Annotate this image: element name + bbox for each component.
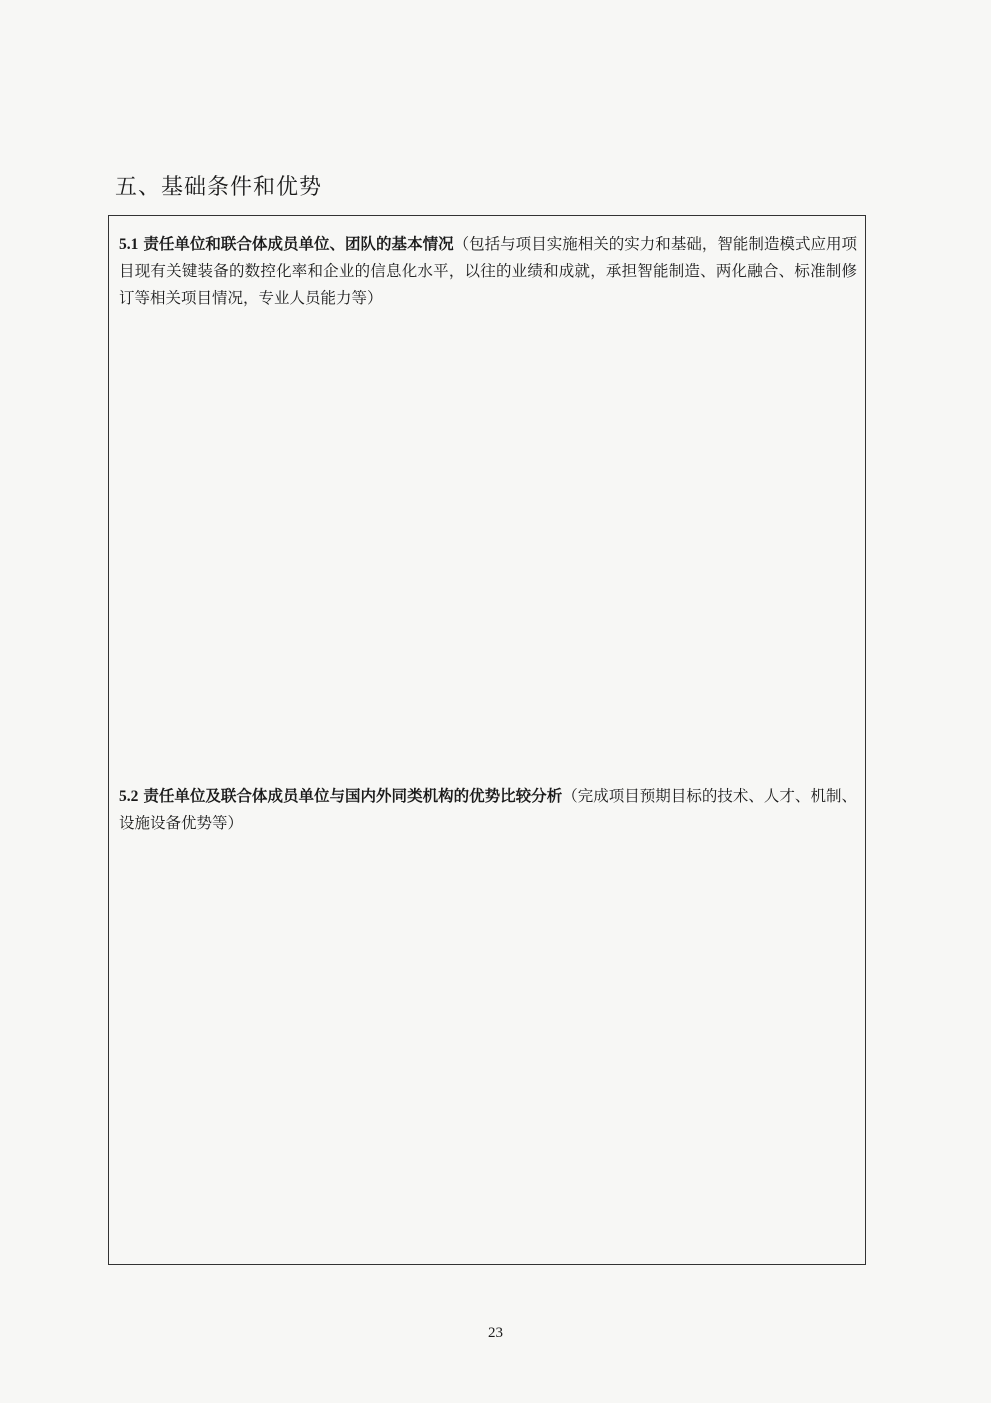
page-number: 23 xyxy=(488,1325,503,1341)
question-heading: 责任单位和联合体成员单位、团队的基本情况 xyxy=(143,234,454,253)
question-detail: （完成项目预期目标的技术、人才、机制、设施设备优势等） xyxy=(119,787,857,832)
form-box xyxy=(108,215,866,1265)
section-title: 五、基础条件和优势 xyxy=(115,175,323,200)
question-heading: 责任单位及联合体成员单位与国内外同类机构的优势比较分析 xyxy=(143,786,563,805)
question-5-2 xyxy=(119,782,857,837)
question-detail: （包括与项目实施相关的实力和基础，智能制造模式应用项目现有关键装备的数控化率和企业的信息化水平，以往的业绩和成就，承担智能制造、两化融合、标准制修订等相关项目情况，专业人员能力等） xyxy=(119,235,857,307)
question-number: 5.2 xyxy=(119,788,139,805)
question-5-1 xyxy=(119,230,857,312)
question-number: 5.1 xyxy=(119,236,139,253)
